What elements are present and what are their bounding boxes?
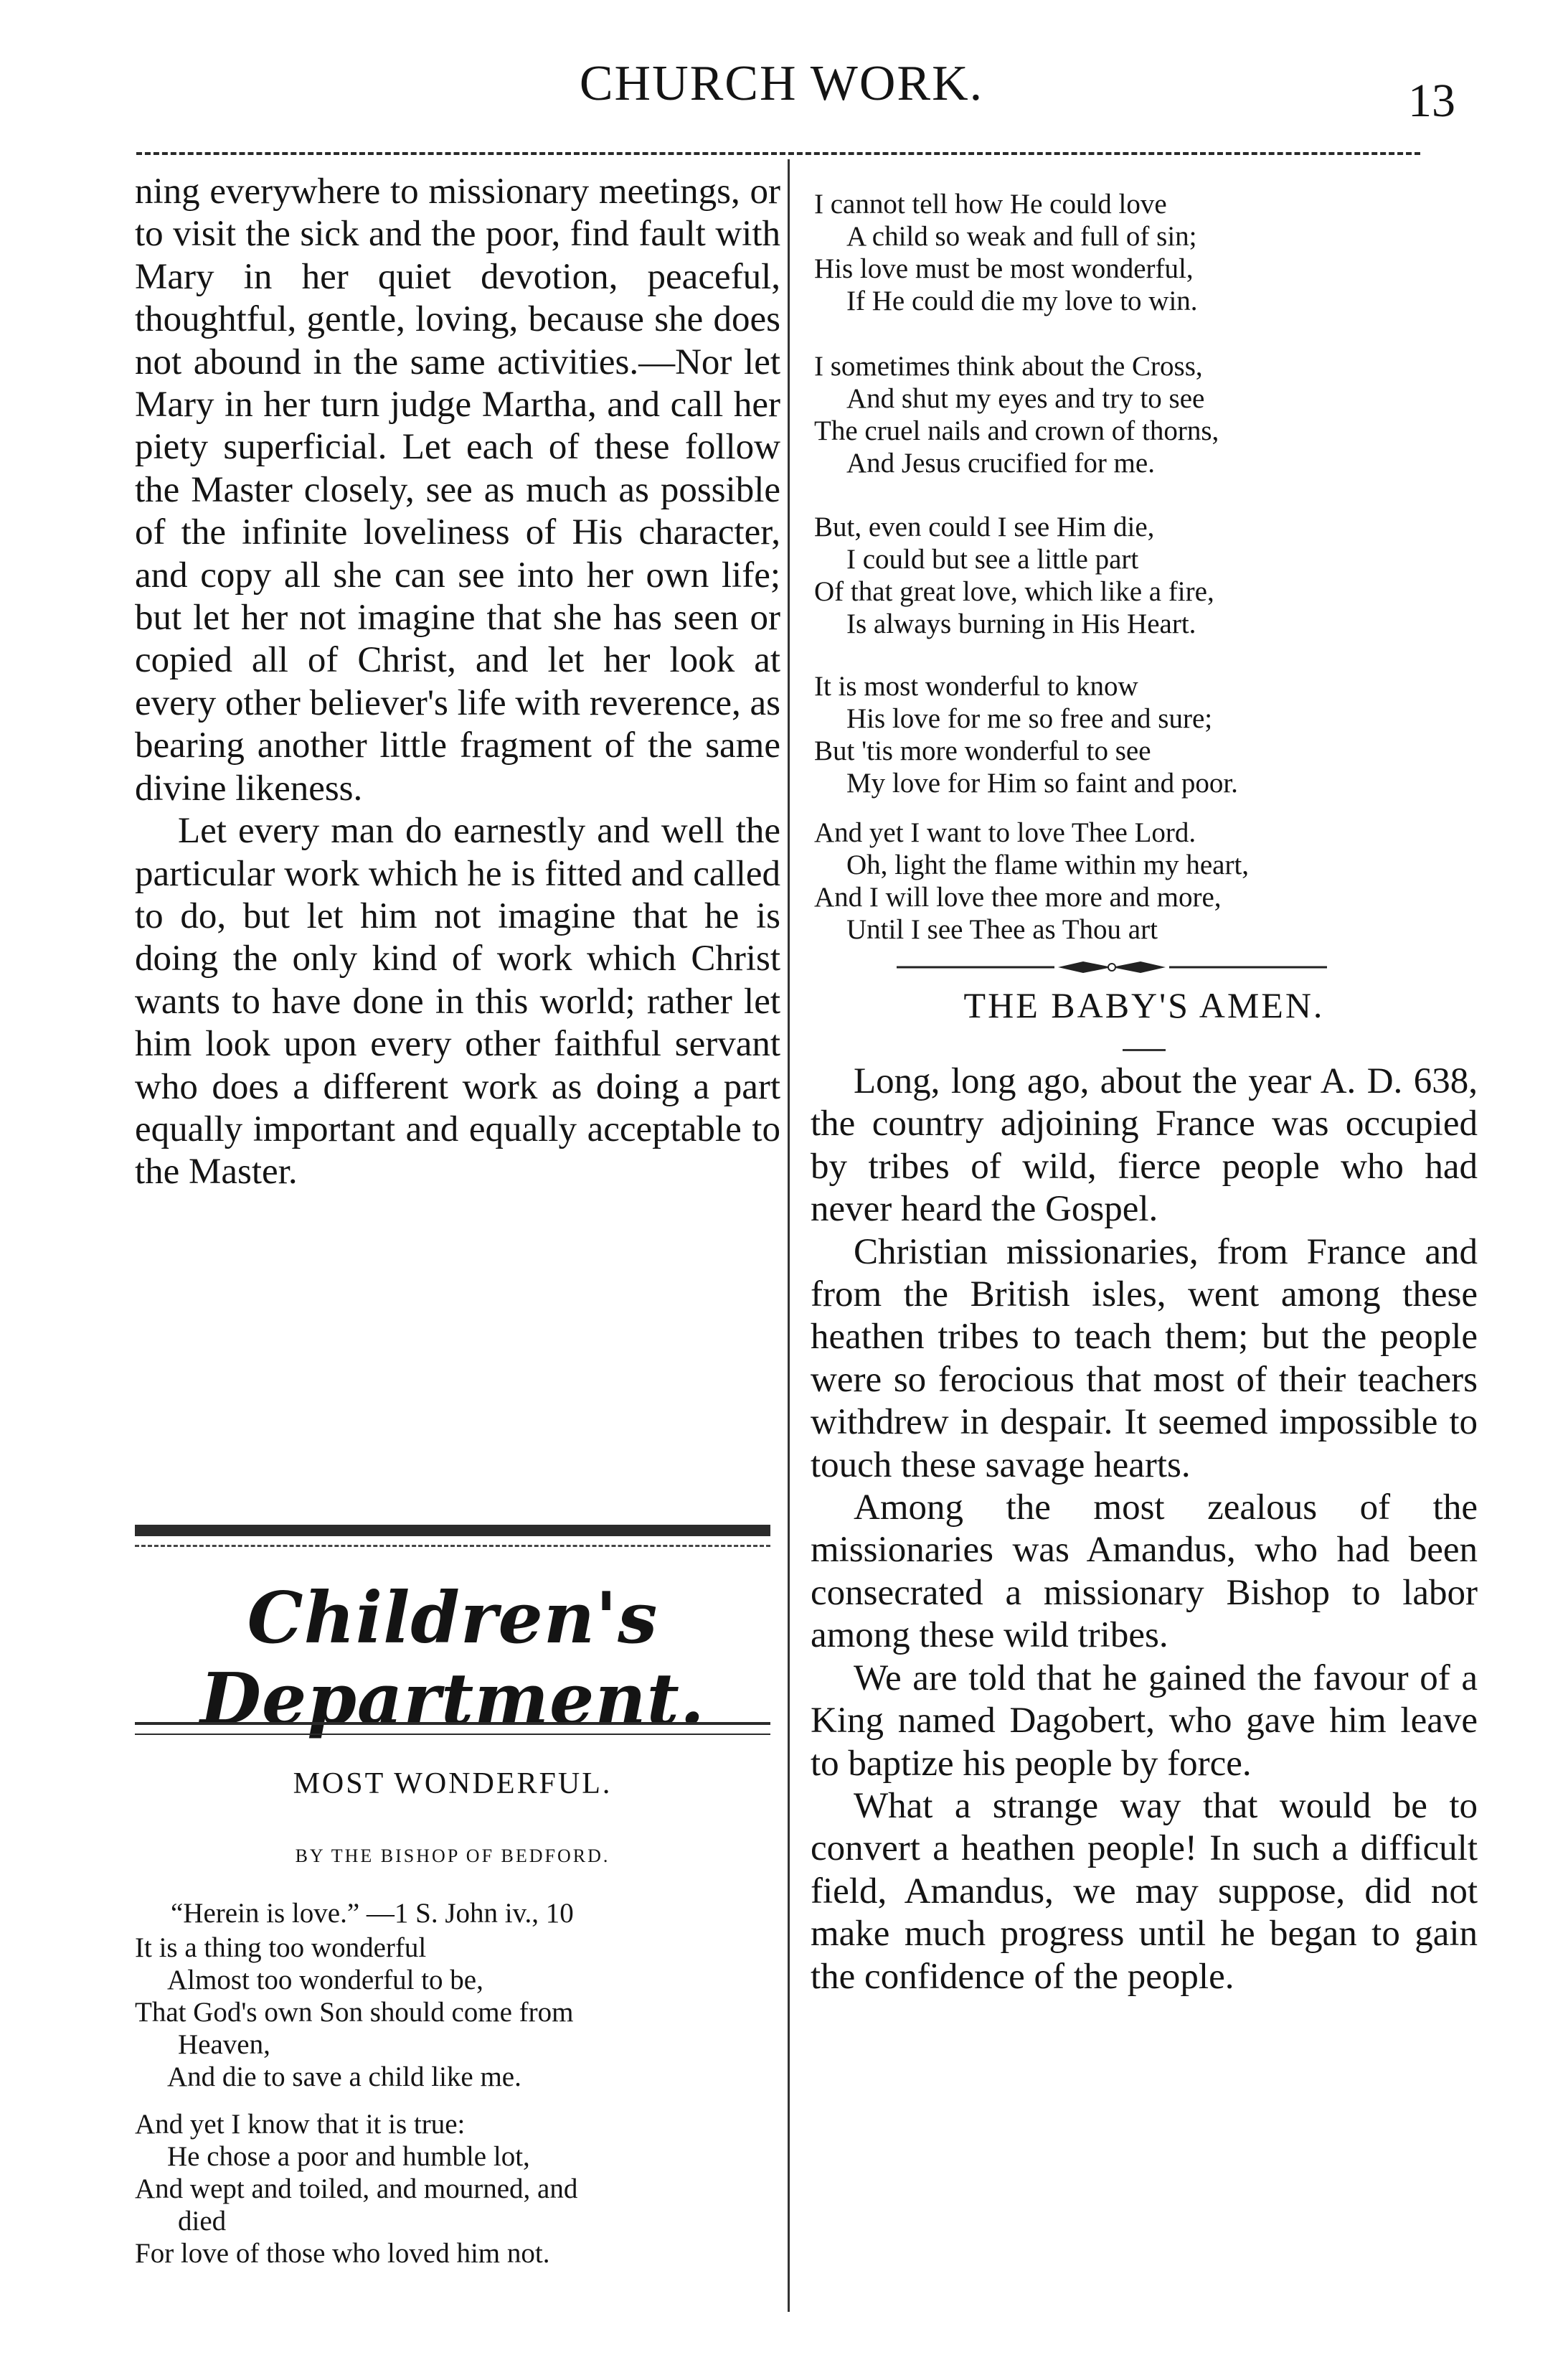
text-line: missionaries was Amandus, who [811, 1530, 1318, 1571]
text-line: believer's life with reverence, as [309, 682, 781, 723]
text-line: the poor, find fault with Mary in [135, 214, 781, 297]
department-rule-bottom [135, 1722, 770, 1725]
text-line: went among these heathen tribes to [811, 1274, 1478, 1358]
text-line: seemed impossible to touch these [811, 1402, 1478, 1485]
poem-stanza-3: I cannot tell how He could love A child so weak and full of sin; His love must be most wonderful, If He could die my love to win. [814, 189, 1198, 316]
text-line: Christ wants to have done in this [135, 939, 781, 1022]
text-line: teach them; but the people were [811, 1317, 1478, 1400]
header-rule [136, 152, 1420, 155]
text-line: favour of a King named Dagobert, [811, 1657, 1478, 1741]
text-line: people by force. [1014, 1743, 1252, 1784]
text-line: world; rather let him look upon [135, 981, 780, 1065]
text-line: tribes. [1077, 1615, 1168, 1656]
text-line: her quiet devotion, peaceful, [301, 256, 780, 297]
text-line: follow the Master closely, see as [135, 427, 780, 510]
text-line: she does not abound in the same [135, 299, 781, 382]
text-line: meetings, or to visit the sick and [135, 171, 780, 255]
poem-stanza-7: And yet I want to love Thee Lord. Oh, light the flame within my heart, And I will love thee more and more, Until I see Thee as Thou art [814, 817, 1250, 945]
text-line: activities.—Nor let Mary in her [135, 342, 781, 425]
poem-stanza-5: But, even could I see Him die, I could but see a little part Of that great love, which like a fire, Is always burning in His Heart. [814, 512, 1214, 639]
left-column [135, 171, 780, 1194]
text-line: gain the confidence of the people. [811, 1914, 1478, 1997]
text-line: life; but let her not imagine that [135, 555, 781, 639]
text-line: be to convert a heathen people! [811, 1785, 1478, 1869]
left-paragraph-2 [135, 810, 780, 1194]
text-line: copy all she can see into her own [200, 555, 709, 596]
text-line: part equally important and equally [135, 1066, 780, 1149]
department-heading: Children's Department. [200, 1577, 705, 1741]
text-line: him not imagine that he is doing [135, 895, 781, 979]
text-line: France was occupied by tribes of [811, 1104, 1478, 1187]
text-line: bearing another little fragment of [135, 725, 636, 766]
department-rule-top-dashed [135, 1545, 770, 1547]
text-line: In such a difficult field, Amandus, [811, 1828, 1478, 1911]
text-line: heard the Gospel. [901, 1189, 1158, 1230]
running-head: CHURCH WORK. [579, 56, 984, 111]
text-line: every other faithful servant who [135, 1024, 780, 1107]
text-line: savage hearts. [985, 1444, 1191, 1485]
text-line: she has seen or copied all of Christ, [135, 598, 780, 681]
story-title-dash [1123, 1049, 1166, 1051]
column-divider [788, 159, 790, 2312]
text-line: piety superficial. Let each of these [135, 427, 670, 468]
text-line: ning everywhere to missionary [135, 171, 590, 212]
text-line: much as possible of the infinite [135, 469, 780, 553]
text-line: Christian missionaries, from [854, 1231, 1288, 1272]
department-rule-top [135, 1525, 770, 1536]
text-line: loveliness of His character, and [135, 512, 781, 596]
text-line: we may suppose, did not make [811, 1871, 1478, 1955]
text-line: Long, long ago, about the year [854, 1061, 1312, 1101]
story-title: THE BABY'S AMEN. [963, 985, 1325, 1025]
text-line: is fitted and called to do, but let [135, 853, 780, 936]
text-line: What a strange way that would [854, 1785, 1371, 1826]
text-line: Bishop to labor among these wild [811, 1572, 1478, 1656]
text-line: does a different work as doing a [212, 1066, 710, 1107]
text-line: wild, fierce people who had never [811, 1146, 1478, 1230]
poem-stanza-2: And yet I know that it is true: He chose a poor and humble lot, And wept and toiled, and mourned, and died For love of those who loved him not. [135, 2109, 578, 2269]
text-line: We are told that he gained the [854, 1657, 1302, 1698]
text-line: who gave him leave to baptize his [811, 1701, 1478, 1784]
text-line: turn judge Martha, and call her [321, 385, 780, 425]
poem-stanza-4: I sometimes think about the Cross, And shut my eyes and try to see The cruel nails and crown of thorns, And Jesus crucified for me. [814, 351, 1219, 479]
text-line: much progress until he began to [904, 1914, 1400, 1955]
page-number: 13 [1408, 75, 1455, 127]
left-paragraph-1 [135, 171, 780, 810]
text-line: had been consecrated a missionary [811, 1530, 1478, 1613]
text-line: so ferocious that most of their [893, 1359, 1346, 1400]
story-paragraph-3 [811, 1487, 1478, 1657]
text-line: the only kind of work which [232, 939, 676, 979]
ornament-divider [897, 959, 1327, 976]
poem-stanza-6: It is most wonderful to know His love for me so free and sure; But 'tis more wonderful to see My love for Him so faint and poor. [814, 671, 1238, 799]
text-line: well the particular work which he [135, 811, 781, 894]
text-line: acceptable to the Master. [135, 1109, 781, 1193]
story-paragraph-1 [811, 1060, 1478, 1231]
text-line: the same divine likeness. [135, 725, 780, 809]
text-line: Let every man do earnestly and [178, 811, 650, 852]
poem-stanza-1: It is a thing too wonderful Almost too wonderful to be, That God's own Son should come from Heaven, And die to save a child like me. [135, 1932, 574, 2092]
text-line: and let her look at every other [135, 640, 781, 723]
story-paragraph-5 [811, 1785, 1478, 1998]
poem-title: MOST WONDERFUL. [293, 1767, 613, 1800]
text-line: teachers withdrew in despair. It [811, 1359, 1478, 1443]
text-line: Among the most zealous of the [854, 1487, 1478, 1528]
story-body [811, 1060, 1478, 1998]
story-paragraph-2 [811, 1231, 1478, 1487]
poem-epigraph: “Herein is love.” —1 S. John iv., 10 [171, 1898, 574, 1929]
department-rule-bottom-thin [135, 1734, 770, 1735]
story-paragraph-4 [811, 1657, 1478, 1785]
text-line: A. D. 638, the country adjoining [811, 1061, 1478, 1144]
poem-byline: BY THE BISHOP OF BEDFORD. [295, 1845, 610, 1866]
text-line: France and from the British isles, [811, 1231, 1478, 1315]
text-line: thoughtful, gentle, loving, because [135, 299, 644, 340]
